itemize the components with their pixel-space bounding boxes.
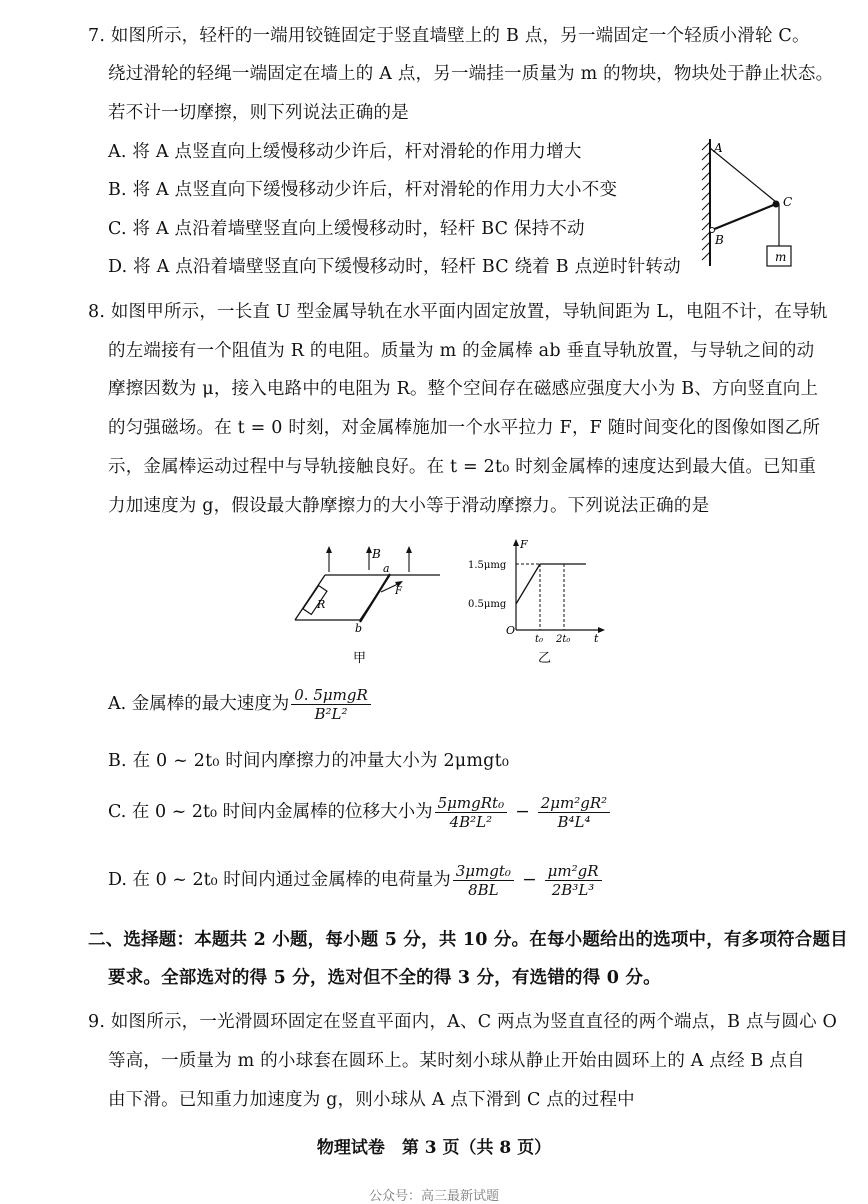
q8-line5: 示，金属棒运动过程中与导轨接触良好。在 t = 2t₀ 时刻金属棒的速度达到最大值。已知重 xyxy=(108,457,817,477)
q8-yi-tick-0-5: 0.5μmg xyxy=(468,599,507,610)
section-2-line2: 要求。全部选对的得 5 分，选对但不全的得 3 分，有选错的得 0 分。 xyxy=(108,968,661,988)
q9-line3: 由下滑。已知重力加速度为 g，则小球从 A 点下滑到 C 点的过程中 xyxy=(108,1090,635,1110)
q8-option-a-fraction xyxy=(291,686,371,723)
q8-option-d-num1: 3μmgt₀ xyxy=(453,862,514,881)
q7-option-b: B. 将 A 点竖直向下缓慢移动少许后，杆对滑轮的作用力大小不变 xyxy=(108,180,618,200)
q7-line1: 7. 如图所示，轻杆的一端用铰链固定于竖直墙壁上的 B 点，另一端固定一个轻质小滑轮 C。 xyxy=(88,26,810,46)
q8-yi-tick-t0: t₀ xyxy=(535,634,544,645)
q7-fig-label-b: B xyxy=(715,233,724,247)
q8-line4: 的匀强磁场。在 t = 0 时刻，对金属棒施加一个水平拉力 F，F 随时间变化的图像如图乙所 xyxy=(108,418,821,438)
q8-option-c-text: C. 在 0 ~ 2t₀ 时间内金属棒的位移大小为 xyxy=(108,802,433,822)
q8-option-d-den1: 8BL xyxy=(468,881,499,899)
q9-line2: 等高，一质量为 m 的小球套在圆环上。某时刻小球从静止开始由圆环上的 A 点经 B 点自 xyxy=(108,1051,805,1071)
q8-figure-yi xyxy=(460,536,610,670)
q7-fig-label-a: A xyxy=(714,141,723,155)
q8-jia-label-a: a xyxy=(383,562,390,575)
q8-option-a-text: A. 金属棒的最大速度为 xyxy=(108,694,290,714)
q8-option-d-fraction2 xyxy=(545,862,602,899)
page-footer-watermark: 公众号：高三最新试题 xyxy=(368,1189,499,1204)
q8-yi-axis-t: t xyxy=(594,632,599,645)
q8-option-a-num: 0. 5μmgR xyxy=(291,686,371,705)
q8-option-c-den2: B⁴L⁴ xyxy=(557,813,591,831)
q8-jia-caption: 甲 xyxy=(353,651,367,666)
q8-option-d-text: D. 在 0 ~ 2t₀ 时间内通过金属棒的电荷量为 xyxy=(108,870,451,890)
q8-line2: 的左端接有一个阻值为 R 的电阻。质量为 m 的金属棒 ab 垂直导轨放置，与导轨之间的动 xyxy=(108,341,815,361)
q7-option-c: C. 将 A 点沿着墙壁竖直向上缓慢移动时，轻杆 BC 保持不动 xyxy=(108,219,585,239)
q8-jia-label-b-field: B xyxy=(372,547,381,561)
q8-option-d-fraction1 xyxy=(453,862,514,899)
q8-option-d-minus: − xyxy=(521,870,537,890)
section-2-line1: 二、选择题：本题共 2 小题，每小题 5 分，共 10 分。在每小题给出的选项中，有多项符合题目 xyxy=(88,930,848,950)
q7-line3: 若不计一切摩擦，则下列说法正确的是 xyxy=(108,103,409,123)
q7-option-a: A. 将 A 点竖直向上缓慢移动少许后，杆对滑轮的作用力增大 xyxy=(108,142,582,162)
q8-yi-axis-f: F xyxy=(520,538,528,551)
q8-jia-label-r: R xyxy=(317,598,326,611)
q8-line6: 力加速度为 g，假设最大静摩擦力的大小等于滑动摩擦力。下列说法正确的是 xyxy=(108,496,710,516)
q8-option-c-minus: − xyxy=(515,802,530,822)
q8-yi-tick-2t0: 2t₀ xyxy=(556,634,571,645)
q7-option-d: D. 将 A 点沿着墙壁竖直向下缓慢移动时，轻杆 BC 绕着 B 点逆时针转动 xyxy=(108,257,681,277)
q8-figure-jia xyxy=(285,540,450,670)
q8-jia-label-f: F xyxy=(395,586,402,597)
q7-fig-label-c: C xyxy=(783,195,793,209)
q8-line1: 8. 如图甲所示，一长直 U 型金属导轨在水平面内固定放置，导轨间距为 L，电阻不计，在导轨 xyxy=(88,302,828,322)
q8-option-d-num2: μm²gR xyxy=(545,862,602,881)
q8-jia-label-b: b xyxy=(355,622,363,635)
q8-yi-tick-1-5: 1.5μmg xyxy=(468,560,507,571)
q8-option-d xyxy=(108,862,604,899)
page-footer: 物理试卷 第 3 页（共 8 页） xyxy=(316,1138,552,1158)
q7-figure xyxy=(690,134,820,274)
q8-option-a xyxy=(108,686,373,723)
q8-yi-origin: O xyxy=(506,624,516,637)
q8-option-a-den: B²L² xyxy=(314,705,348,723)
q8-option-c-num1: 5μmgRt₀ xyxy=(435,794,507,813)
q8-option-c xyxy=(108,794,612,831)
q8-line3: 摩擦因数为 μ，接入电路中的电阻为 R。整个空间存在磁感应强度大小为 B、方向竖直向上 xyxy=(108,379,819,399)
q8-option-d-den2: 2B³L³ xyxy=(551,881,595,899)
q7-fig-label-m: m xyxy=(775,250,787,264)
q7-line2: 绕过滑轮的轻绳一端固定在墙上的 A 点，另一端挂一质量为 m 的物块，物块处于静止状态。 xyxy=(108,64,834,84)
q8-option-b: B. 在 0 ~ 2t₀ 时间内摩擦力的冲量大小为 2μmgt₀ xyxy=(108,751,510,771)
q8-option-c-den1: 4B²L² xyxy=(449,813,493,831)
q8-option-c-num2: 2μm²gR² xyxy=(538,794,610,813)
q8-yi-caption: 乙 xyxy=(538,651,552,666)
q8-option-c-fraction1 xyxy=(435,794,507,831)
q9-line1: 9. 如图所示，一光滑圆环固定在竖直平面内，A、C 两点为竖直直径的两个端点，B 点与圆心 O xyxy=(88,1012,838,1032)
q8-option-c-fraction2 xyxy=(538,794,610,831)
